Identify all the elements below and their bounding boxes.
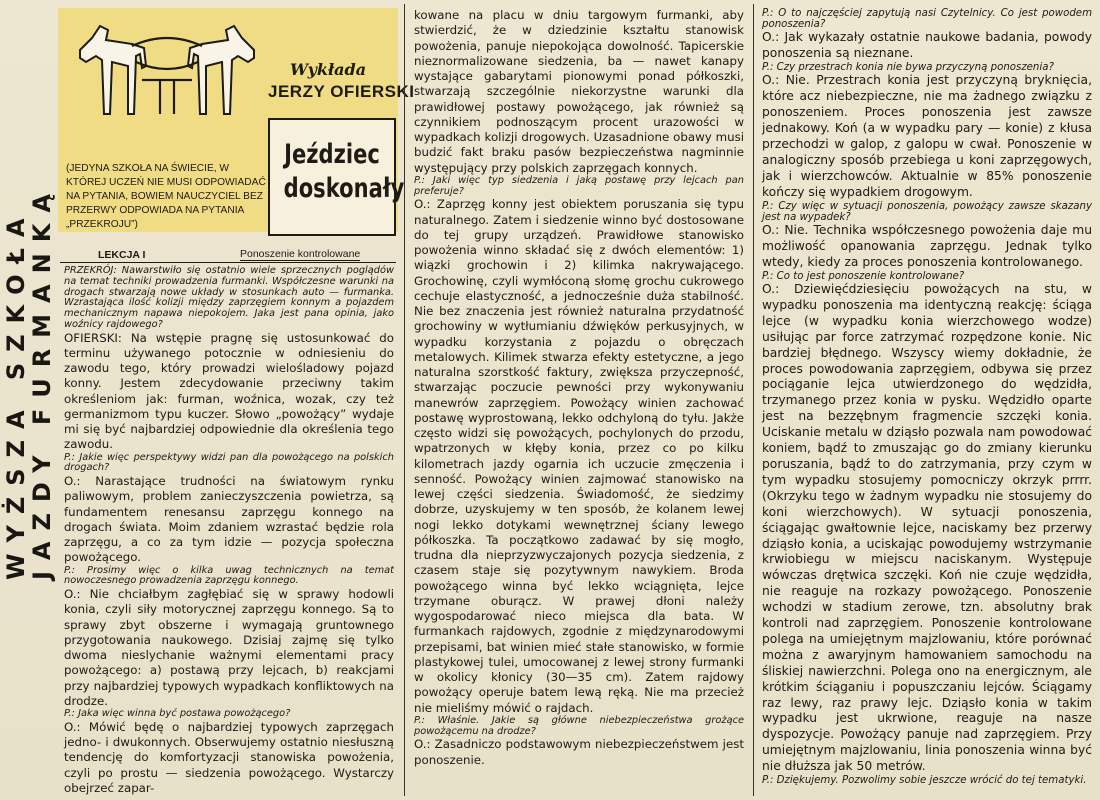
question-paragraph: P.: Właśnie. Jakie są główne niebezpieczeństwa grożące powożącemu na drodze? <box>414 714 744 737</box>
column-divider <box>404 4 405 796</box>
answer-paragraph: O.: Jak wykazały ostatnie naukowe badania, powody ponoszenia są nieznane. <box>762 30 1092 61</box>
question-paragraph: P.: Czy więc w sytuacji ponoszenia, powożący zawsze skazany jest na wypadek? <box>762 200 1092 223</box>
question-paragraph: P.: Czy przestrach konia nie bywa przyczyną ponoszenia? <box>762 62 1054 74</box>
answer-paragraph: O.: Nie. Technika współczesnego powożenia daje mu możliwość opanowania zaprzęgu. Jednak tylko wtedy, kiedy za proces ponoszenia kontrolowanego. <box>762 223 1092 269</box>
horses-illustration-icon <box>72 10 262 122</box>
question-paragraph: P.: O to najczęściej zapytują nasi Czytelnicy. Co jest powodem ponoszenia? <box>762 8 1092 31</box>
answer-paragraph: OFIERSKI: Na wstępie pragnę się ustosunkować do terminu używanego potocznie w odniesieniu do zawodu tego, który prowadzi wielośladowy pojazd konny. Jestem zdecydowanie przeciwny takim określeniom jak: furman, woźnica, wozak, czy też germanizmom typu kuczer. Słowo „powożący” wydaje mi się być najbardziej odpowiednie dla określenia tego zawodu. <box>64 330 394 452</box>
answer-paragraph: O.: Mówić będę o najbardziej typowych zaprzęgach jedno- i dwukonnych. Obserwujemy ostatnio niesłuszną tendencję do komfortyzacji stanowiska powożenia, czyli po prostu — siedzenia powożącego. Wystarczy obejrzeć zapar- <box>64 719 394 795</box>
header-rule <box>60 262 396 263</box>
lesson-number: LEKCJA I <box>98 249 146 261</box>
answer-paragraph: O.: Narastające trudności na światowym rynku paliwowym, problem zanieczyszczenia powietrza, są fundamentem renesansu zaprzęgu konnego na drogach świata. Moim zdaniem wzrastać będzie rola zaprzęgu, a co za tym idzie — pozycja społeczna powożącego. <box>64 474 394 565</box>
question-paragraph: P.: Dziękujemy. Pozwolimy sobie jeszcze wrócić do tej tematyki. <box>762 775 1087 787</box>
answer-paragraph: O.: Zasadniczo podstawowym niebezpieczeństwem jest ponoszenie. <box>414 737 744 767</box>
author-name: JERZY OFIERSKI <box>268 82 415 101</box>
article-title-line-2: doskonały <box>283 173 405 204</box>
question-paragraph: P.: Prosimy więc o kilka uwag technicznych na temat nowoczesnego prowadzenia zaprzęgu konnego. <box>64 564 394 587</box>
answer-paragraph: kowane na placu w dniu targowym furmanki, aby stwierdzić, że w dziedzinie kształtu stanowisk powożenia, panuje niepokojąca dowolność. Tapicerskie nieznormalizowane siedzenia, ba — nawet kanapy wystające gabarytami pionowymi ponad półkoszki, stwarzają szczególnie niekorzystne warunki dla prawidłowej postawy powożącego, jak również są czynnikiem podnoszącym procent urazowości w wypadkach kolizji drogowych. Uzasadnione obawy musi budzić fakt braku pasów bezpieczeństwa nagminnie występujący przy polskich zaprzęgach konnych. <box>414 8 744 175</box>
text-column-3 <box>762 8 1092 786</box>
series-title-line-1: WYŻSZA SZKOŁA <box>2 207 30 580</box>
vertical-series-title <box>2 150 54 790</box>
question-paragraph: P.: Jakie więc perspektywy widzi pan dla powożącego na polskich drogach? <box>64 451 394 474</box>
text-column-2 <box>414 8 744 768</box>
question-paragraph: PRZEKRÓJ: Nawarstwiło się ostatnio wiele sprzecznych poglądów na temat techniki prowadzenia furmanki. Współczesne warunki na drogach stwarzają nowe układy w stosunkach auto — furmanka. Wzrastająca ilość kolizji między zaprzęgiem konnym a pojazdem mechanicznym napawa niepokojem. Jaka jest pana opinia, jako woźnicy rajdowego? <box>64 265 394 330</box>
byline-prefix: Wykłada <box>290 60 367 79</box>
answer-paragraph: O.: Nie chciałbym zagłębiać się w sprawy hodowli konia, czyli siły motorycznej zaprzęgu konnego. Są to sprawy zbyt obszerne i wymagają gruntownego przygotowania naukowego. Dzisiaj zajmę się tylko dwoma nieslychanie ważnymi elementami pracy powożącego: a) postawą przy lejcach, b) reakcjami przy najbardziej typowych wypadkach konfliktowych na drodze. <box>64 587 394 708</box>
article-title-box <box>268 118 405 236</box>
question-paragraph: P.: Jaki więc typ siedzenia i jaką postawę przy lejcach pan preferuje? <box>414 174 744 197</box>
column-divider <box>753 4 754 796</box>
article-title-line-1: Jeździec <box>284 139 380 170</box>
series-title-line-2: JAZDY FURMANKĄ <box>28 183 56 580</box>
answer-paragraph: O.: Dziewięćdziesięciu powożących na stu, w wypadku ponoszenia ma identyczną reakcję: ściąga lejce (w wypadku konia wierzchowego wodze) usiłując par force zatrzymać rozpędzone konie. Nic bardziej błędnego. Wszyscy wiemy dokładnie, że proces powodowania zaprzęgiem, odbywa się przez pociąganie lejca utwierdzonego do wędzidła, trzymanego przez konia w pysku. Wędzidło oparte jest na bezzębnym fragmencie szczęki konia. Uciskanie metalu w dziąsło pozwala nam powodować koniem, bądź to zmuszając go do zmiany kierunku poruszania, bądź to do zatrzymania, przy czym w tym wypadku stosujemy pomocniczy okrzyk prrrr. (Okrzyku tego w żadnym wypadku nie stosujemy do koni wierzchowych). W sytuacji ponoszenia, ściągając gwałtownie lejce, naciskamy bez przerwy dziąsło konia, a uciskając powodujemy wstrzymanie krwiobiegu w miejscu naciskanym. Występuje wówczas drętwica szczęki. Koń nie czuje wędzidła, nie reaguje na rozkazy powożącego. Ponoszenie wchodzi w stadium zerowe, tzn. absolutny brak kontroli nad zaprzęgiem. Ponoszenie kontrolowane polega na umiejętnym majzlowaniu, które porównać można z awaryjnym hamowaniem samochodu na śliskiej nawierzchni. Polega ono na energicznym, ale krótkim ściąganiu i popuszczaniu lejców. Ściągamy raz lewy, raz prawy lejc. Dziąsło konia w takim wypadku jest ukrwione, reaguje na nasze dyspozycje. Powożący panuje nad zaprzęgiem. Przy umiejętnym majzlowaniu, linia ponoszenia winna być nie dłuższa jak 50 metrów. <box>762 282 1092 774</box>
question-paragraph: P.: Co to jest ponoszenie kontrolowane? <box>762 270 965 282</box>
answer-paragraph: O.: Nie. Przestrach konia jest przyczyną bryknięcia, które acz niebezpieczne, nie ma żadnego związku z ponoszeniem. Proces ponoszenia jest zawsze jednakowy. Koń (a w wypadku pary — konie) z kłusa przechodzi w galop, z galopu w cwał. Ponoszenie w analogiczny sposób przebiega u koni zaprzęgowych, jak i wierzchowców. Aktualnie w 85% ponoszenie kończy się wypadkiem drogowym. <box>762 73 1092 199</box>
lesson-topic: Ponoszenie kontrolowane <box>240 248 361 260</box>
answer-paragraph: O.: Zaprzęg konny jest obiektem poruszania się typu naturalnego. Zatem i siedzenie winno być dostosowane do tej grupy urządzeń. Prawidłowe stanowisko powożenia winno składać się z dwóch elementów: 1) wiązki grochowin i 2) kilimka nakrywającego. Grochowinę, czyli wymłóconą słomę grochu cukrowego cechuje elastyczność, a jednocześnie duża stabilność. Nie bez znaczenia jest również naturalna przydatność grochowiny w wytłumianiu dźwięków perkusyjnych, w wypadku korzystania z pojazdu o obręczach metalowych. Kilimek stwarza efekty estetyczne, a jego naturalna szorstkość faktury, zwiększa przyczepność, stwarzając poczucie pewności przy wykonywaniu manewrów zaprzęgiem. Powożący winien zachować postawę wyprostowaną, lekko odchyloną do tyłu. Jakże często widzi się powożących, pochylonych do przodu, wpatrzonych w kłęby konia, przez co po kilku kilometrach jazdy ogarnia ich uczucie zmęczenia i senność. Powożący winien zajmować stanowisko na lewej części siedzenia. Świadomość, że siedzimy dobrze, uzyskujemy w ten sposób, że kolanem lewej nogi lekko dotykami wewnętrznej ściany lewego półkoszka. Ta początkowo zadawać by się mogło, trudna dla nieprzyzwyczajonych pozycja siedzenia, z czasem staje się pozytywnym nawykiem. Broda powożącego winna być lekko wciągnięta, lejce trzymane oburącz. W prawej dłoni należy wygospodarować nieco miejsca dla bata. W furmankach rajdowych, zgodnie z międzynarodowymi przepisami, bat winien mieć stałe stanowisko, w formie plastykowej tulei, umocowanej z lewej strony furmanki w okolicy kłonicy (30—35 cm). Zatem rajdowy powożący operuje batem lewą ręką. Nie ma przecież nie mieliśmy mówić o rajdach. <box>414 197 744 715</box>
text-column-1 <box>64 266 394 796</box>
question-paragraph: P.: Jaka więc winna być postawa powożącego? <box>64 708 291 719</box>
series-intro: (JEDYNA SZKOŁA NA ŚWIECIE, W KTÓREJ UCZEŃ NIE MUSI ODPOWIADAĆ NA PYTANIA, BOWIEM NAUCZYCIEL BEZ PRZERWY ODPOWIADA NA PYTANIA „PRZEKROJU”) <box>66 163 266 230</box>
